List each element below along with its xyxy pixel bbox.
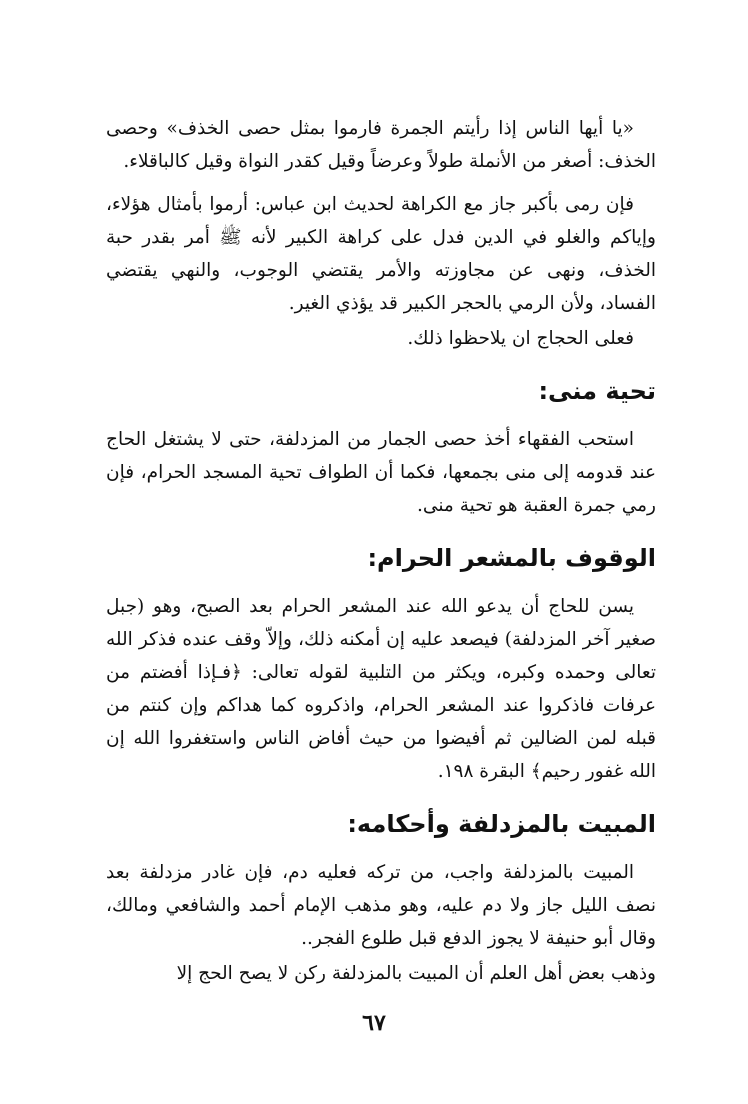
- paragraph-pebbles-from-muzdalifah: استحب الفقهاء أخذ حصى الجمار من المزدلفة، حتى لا يشتغل الحاج عند قدومه إلى منى بجمعها، فكما أن الطواف تحية المسجد الحرام، فإن رمي جمرة العقبة هو تحية منى.: [106, 429, 656, 516]
- heading-muzdalifah-stay: المبيت بالمزدلفة وأحكامه:: [347, 810, 656, 838]
- heading-mina-greeting: تحية منى:: [538, 377, 656, 405]
- page-body: [106, 112, 656, 990]
- heading-standing-mashar: الوقوف بالمشعر الحرام:: [367, 544, 656, 572]
- paragraph-mashar-dua: يسن للحاج أن يدعو الله عند المشعر الحرام بعد الصبح، وهو (جبل صغير آخر المزدلفة) فيصعد عليه إن أمكنه ذلك، وإلاّ وقف عنده فذكر الله تعالى وحمده وكبره، ويكثر من التلبية لقوله تعالى: ﴿فـإذا أفضتم من عرفات فاذكروا عند المشعر الحرام، واذكروه كما هداكم وإن كنتم من قبله لمن الضالين ثم أفيضوا من حيث أفاض الناس واستغفروا الله إن الله غفور رحيم﴾ البقرة ١٩٨.: [106, 596, 656, 782]
- paragraph-stay-obligation: المبيت بالمزدلفة واجب، من تركه فعليه دم، فإن غادر مزدلفة بعد نصف الليل جاز ولا دم عليه، وهو مذهب الإمام أحمد والشافعي ومالك، وقال أبو حنيفة لا يجوز الدفع قبل طلوع الفجر..: [106, 862, 656, 949]
- paragraph-stay-pillar-opinion: وذهب بعض أهل العلم أن المبيت بالمزدلفة ركن لا يصح الحج إلا: [176, 963, 656, 984]
- paragraph-pilgrims-note: فعلى الحجاج ان يلاحظوا ذلك.: [407, 328, 634, 349]
- page-number: ٦٧: [362, 1010, 386, 1036]
- paragraph-khadhf-hadith: «يا أيها الناس إذا رأيتم الجمرة فارموا بمثل حصى الخذف» وحصى الخذف: أصغر من الأنملة طولاً وعرضاً وقيل كقدر النواة وقيل كالباقلاء.: [106, 118, 656, 172]
- paragraph-large-stone-ruling: فإن رمى بأكبر جاز مع الكراهة لحديث ابن عباس: أرموا بأمثال هؤلاء، وإياكم والغلو في الدين فدل على كراهة الكبير لأنه ﷺ أمر بقدر حبة الخذف، ونهى عن مجاوزته والأمر يقتضي الوجوب، والنهي يقتضي الفساد، ولأن الرمي بالحجر الكبير قد يؤذي الغير.: [106, 194, 656, 314]
